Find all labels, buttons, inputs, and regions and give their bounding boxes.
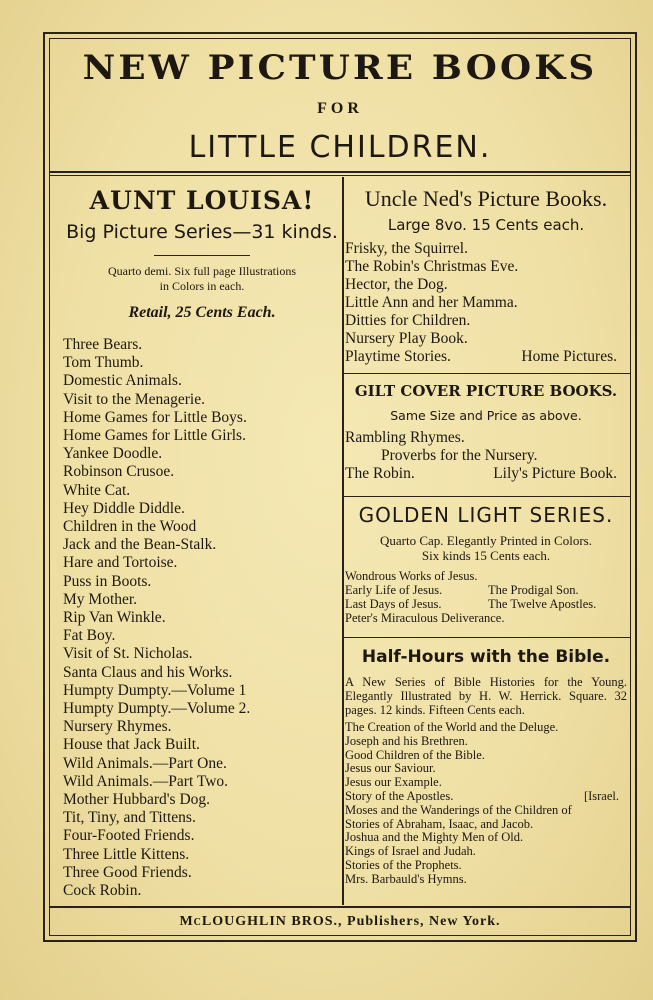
- golden-light-titles: [345, 569, 627, 625]
- list-item: Yankee Doodle.: [63, 445, 163, 463]
- format-line-2: in Colors in each.: [159, 279, 245, 293]
- list-item: White Cat.: [63, 481, 131, 499]
- title-right: Home Pictures.: [521, 348, 617, 365]
- half-hours-heading: Half-Hours with the Bible.: [361, 647, 611, 667]
- page-title: NEW PICTURE BOOKS: [82, 48, 598, 88]
- list-item: Mrs. Barbauld's Hymns.: [345, 871, 467, 886]
- title-left: Early Life of Jesus.: [345, 583, 443, 597]
- list-item: Wild Animals.—Part One.: [63, 754, 227, 772]
- list-item: [345, 465, 627, 483]
- list-item: Humpty Dumpty.—Volume 2.: [63, 700, 251, 718]
- list-item: Rambling Rhymes.: [345, 429, 465, 446]
- list-item: Joseph and his Brethren.: [345, 733, 468, 748]
- list-item: Visit to the Menagerie.: [63, 390, 205, 408]
- list-item: Tit, Tiny, and Tittens.: [63, 809, 196, 827]
- retail-price: Retail, 25 Cents Each.: [128, 304, 276, 321]
- list-item: Good Children of the Bible.: [345, 747, 485, 762]
- list-item: [345, 790, 627, 804]
- list-item: Frisky, the Squirrel.: [345, 240, 468, 257]
- list-item: Three Bears.: [63, 336, 143, 353]
- list-item: Moses and the Wanderings of the Children of: [345, 802, 572, 817]
- list-item: Joshua and the Mighty Men of Old.: [345, 830, 524, 845]
- list-item: Proverbs for the Nursery.: [381, 447, 538, 464]
- golden-format-2: Six kinds 15 Cents each.: [421, 548, 551, 563]
- golden-light-heading: GOLDEN LIGHT SERIES.: [358, 503, 614, 527]
- list-item: Four-Footed Friends.: [63, 827, 195, 845]
- list-item: Puss in Boots.: [63, 572, 152, 590]
- list-item: Visit of St. Nicholas.: [63, 645, 193, 663]
- title-left: The Robin.: [345, 465, 415, 482]
- list-item: Wild Animals.—Part Two.: [63, 772, 229, 790]
- list-item: Peter's Miraculous Deliverance.: [345, 611, 505, 625]
- aunt-louisa-heading: AUNT LOUISA!: [89, 186, 315, 215]
- list-item: Stories of the Prophets.: [345, 857, 462, 872]
- list-item: Ditties for Children.: [345, 312, 471, 329]
- list-item: Mother Hubbard's Dog.: [63, 791, 211, 809]
- list-item: Humpty Dumpty.—Volume 1: [63, 681, 247, 699]
- list-item: Jesus our Saviour.: [345, 761, 436, 776]
- title-for: FOR: [317, 100, 363, 117]
- list-item: Cock Robin.: [63, 882, 142, 900]
- list-item: Nursery Rhymes.: [63, 718, 172, 736]
- aunt-louisa-titles: [63, 336, 341, 900]
- gilt-cover-section: [345, 382, 627, 483]
- list-item: [345, 348, 627, 366]
- header-divider: [49, 171, 631, 173]
- list-item: Wondrous Works of Jesus.: [345, 569, 478, 583]
- uncle-ned-format: Large 8vo. 15 Cents each.: [387, 216, 585, 234]
- title-left: Playtime Stories.: [345, 348, 451, 365]
- list-item: Hey Diddle Diddle.: [63, 499, 185, 517]
- list-item: Children in the Wood: [63, 518, 197, 536]
- title-left: Story of the Apostles.: [345, 788, 454, 803]
- golden-light-section: [345, 503, 627, 625]
- list-item: Stories of Abraham, Isaac, and Jacob.: [345, 816, 534, 831]
- short-rule: [154, 255, 250, 256]
- column-divider: [342, 177, 344, 905]
- list-item: Hare and Tortoise.: [63, 554, 178, 572]
- aunt-louisa-column: [63, 182, 341, 900]
- title-right: Lily's Picture Book.: [493, 465, 617, 482]
- list-item: The Robin's Christmas Eve.: [345, 258, 519, 275]
- list-item: Rip Van Winkle.: [63, 609, 166, 627]
- footer-divider: [49, 906, 631, 908]
- list-item: Jesus our Example.: [345, 775, 442, 790]
- list-item: Santa Claus and his Works.: [63, 663, 233, 681]
- israel-bracket: [Israel.: [583, 788, 619, 803]
- list-item: Domestic Animals.: [63, 372, 182, 390]
- title-right: The Prodigal Son.: [488, 583, 579, 597]
- half-hours-description: A New Series of Bible Histories for the Young. Elegantly Illustrated by H. W. Herrick. Square. 32 pages. 12 kinds. Fifteen Cents each.: [345, 675, 627, 717]
- publisher-rest: Publishers, New York.: [342, 914, 501, 929]
- title-left: Last Days of Jesus.: [345, 597, 442, 611]
- list-item: Three Little Kittens.: [63, 845, 190, 863]
- header-divider-thin: [49, 175, 631, 176]
- list-item: Three Good Friends.: [63, 863, 192, 881]
- uncle-ned-section: [345, 186, 627, 366]
- list-item: Tom Thumb.: [63, 354, 144, 372]
- list-item: [345, 583, 627, 597]
- list-item: Home Games for Little Boys.: [63, 408, 247, 426]
- list-item: The Creation of the World and the Deluge.: [345, 720, 559, 734]
- list-item: Jack and the Bean-Stalk.: [63, 536, 217, 554]
- list-item: Little Ann and her Mamma.: [345, 294, 518, 311]
- gilt-cover-titles: [345, 429, 627, 483]
- list-item: Robinson Crusoe.: [63, 463, 175, 481]
- gilt-cover-format: Same Size and Price as above.: [390, 408, 582, 423]
- publisher-footer: [43, 914, 637, 930]
- uncle-ned-heading: Uncle Ned's Picture Books.: [364, 186, 608, 211]
- list-item: [345, 597, 627, 611]
- gilt-cover-heading: GILT COVER PICTURE BOOKS.: [354, 382, 618, 400]
- golden-format-1: Quarto Cap. Elegantly Printed in Colors.: [380, 533, 592, 548]
- list-item: Home Games for Little Girls.: [63, 427, 246, 445]
- list-item: House that Jack Built.: [63, 736, 200, 754]
- list-item: My Mother.: [63, 590, 138, 608]
- half-hours-titles: [345, 721, 627, 887]
- big-picture-series: Big Picture Series—31 kinds.: [66, 221, 338, 243]
- page-subtitle: LITTLE CHILDREN.: [188, 130, 492, 165]
- format-line-1: Quarto demi. Six full page Illustrations: [108, 264, 296, 278]
- half-hours-section: [345, 647, 627, 887]
- publisher-name: McLOUGHLIN BROS.,: [179, 914, 343, 929]
- list-item: Fat Boy.: [63, 627, 116, 645]
- list-item: Nursery Play Book.: [345, 330, 468, 347]
- uncle-ned-titles: [345, 240, 627, 366]
- list-item: Kings of Israel and Judah.: [345, 844, 476, 859]
- title-right: The Twelve Apostles.: [488, 597, 597, 611]
- right-column: [345, 182, 627, 887]
- list-item: Hector, the Dog.: [345, 276, 448, 293]
